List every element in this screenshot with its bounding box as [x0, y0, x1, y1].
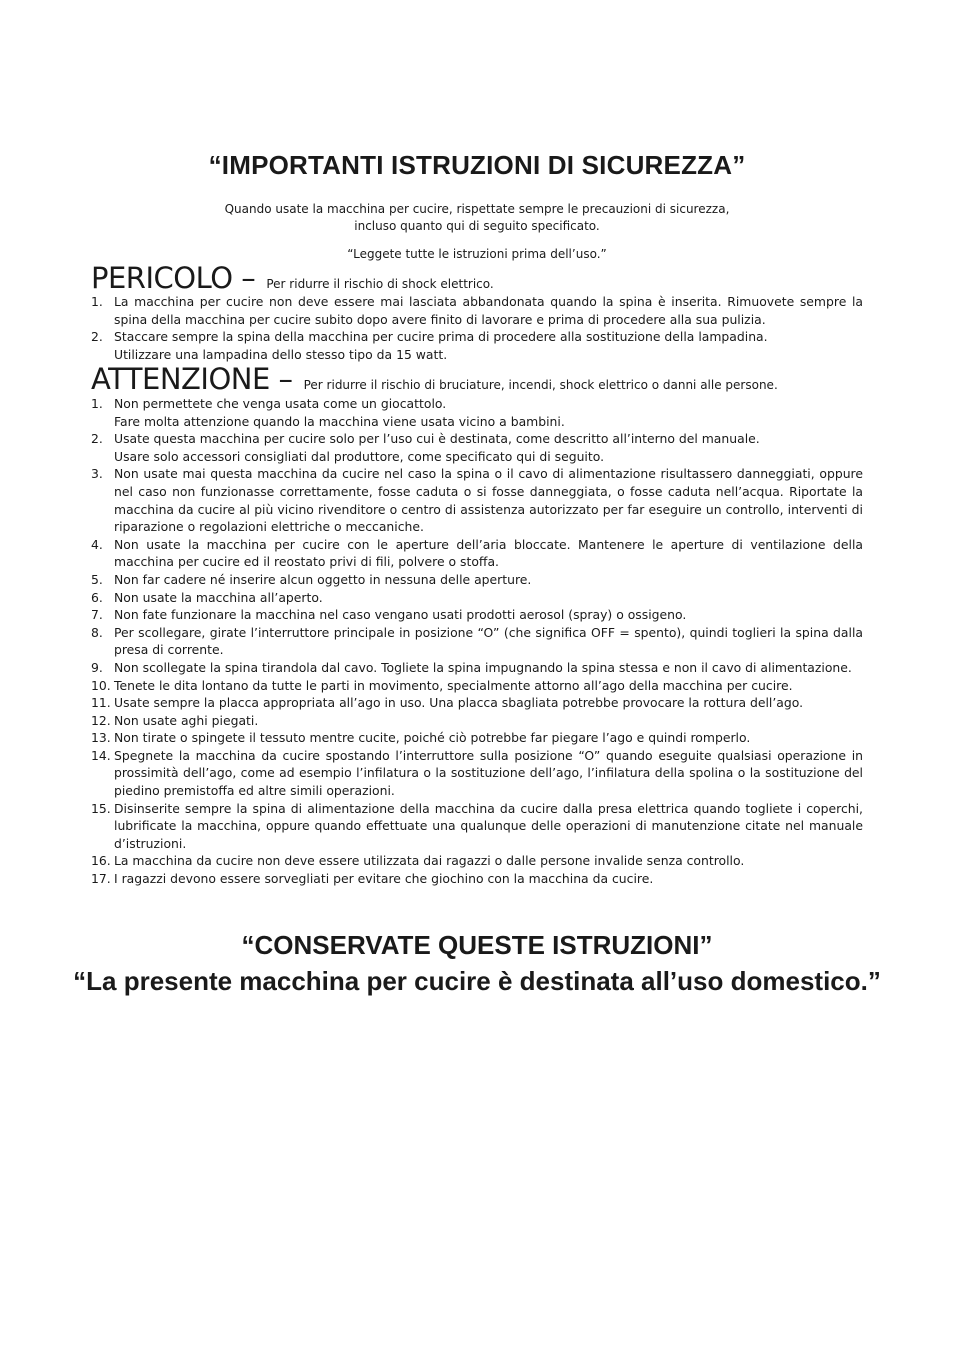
list-item [91, 694, 863, 712]
list-item [91, 624, 863, 659]
item-text: Tenete le dita lontano da tutte le parti in movimento, specialmente attorno all’ago della macchina per cucire. [114, 677, 793, 693]
list-item [91, 747, 863, 800]
item-number: 13. [91, 730, 111, 746]
list-item [91, 430, 863, 465]
item-text: La macchina per cucire non deve essere mai lasciata abbandonata quando la spina è inserita. Rimuovete sempre la spina della macchina per cucire subito dopo avere finito di lavorare e prima di procedere alla sua pulizia. [114, 294, 863, 327]
item-number: 10. [91, 677, 111, 693]
list-item [91, 729, 863, 747]
attenzione-subtitle: Per ridurre il rischio di bruciature, incendi, shock elettrico o danni alle persone. [303, 378, 778, 392]
item-text: Non usate la macchina per cucire con le aperture dell’aria bloccate. Mantenere le aperture di ventilazione della macchina per cucire ed il reostato privi di fili, polvere o stoffa. [114, 536, 863, 570]
item-number: 11. [91, 695, 111, 711]
item-text: La macchina da cucire non deve essere utilizzata dai ragazzi o dalle persone invalide senza controllo. [114, 853, 745, 869]
list-item [91, 328, 863, 363]
item-text: I ragazzi devono essere sorvegliati per evitare che giochino con la macchina da cucire. [114, 871, 654, 887]
item-text: Disinserite sempre la spina di alimentazione della macchina da cucire dalla presa elettrica quando togliete i coperchi, lubrificate la macchina, oppure quando effettuate una qualunque delle operazioni di manutenzione citate nel manuale d’istruzioni. [114, 800, 863, 851]
item-text: Staccare sempre la spina della macchina per cucire prima di procedere alla sostituzione della lampadina. [114, 329, 768, 345]
item-text: Non tirate o spingete il tessuto mentre cucite, poiché ciò potrebbe far piegare l’ago e quindi romperlo. [114, 730, 751, 746]
item-number: 4. [91, 536, 103, 552]
list-item [91, 800, 863, 853]
pericolo-list [91, 293, 863, 363]
list-item [91, 589, 863, 607]
item-text: Non usate la macchina all’aperto. [114, 589, 323, 605]
item-text: Non far cadere né inserire alcun oggetto in nessuna delle aperture. [114, 571, 532, 587]
list-item [91, 870, 863, 888]
footer-subtitle: “La presente macchina per cucire è destinata all’uso domestico.” [73, 966, 881, 996]
read-all-note: “Leggete tutte le istruzioni prima dell’uso.” [347, 247, 607, 261]
item-number: 1. [91, 294, 103, 309]
item-text: Non scollegate la spina tirandola dal cavo. Togliete la spina impugnando la spina stessa e non il cavo di alimentazione. [114, 659, 852, 675]
list-item [91, 852, 863, 870]
item-number: 15. [91, 800, 111, 816]
item-number: 12. [91, 712, 111, 728]
item-number: 16. [91, 853, 111, 869]
list-item [91, 659, 863, 677]
pericolo-title: PERICOLO – [91, 261, 256, 295]
item-number: 2. [91, 329, 103, 345]
item-number: 2. [91, 431, 103, 447]
item-text-extra: Fare molta attenzione quando la macchina viene usata vicino a bambini. [114, 413, 565, 429]
attenzione-heading [91, 362, 778, 396]
list-item [91, 293, 863, 328]
footer-title: “CONSERVATE QUESTE ISTRUZIONI” [241, 930, 713, 960]
attenzione-list [91, 395, 863, 888]
list-item [91, 395, 863, 430]
item-text-extra: Usare solo accessori consigliati dal produttore, come specificato qui di seguito. [114, 448, 605, 464]
list-item [91, 606, 863, 624]
list-item [91, 465, 863, 535]
item-number: 14. [91, 747, 111, 763]
item-text: Non fate funzionare la macchina nel caso vengano usati prodotti aerosol (spray) o ossigeno. [114, 607, 687, 623]
pericolo-subtitle: Per ridurre il rischio di shock elettrico. [266, 277, 494, 291]
item-text-extra: Utilizzare una lampadina dello stesso tipo da 15 watt. [114, 346, 448, 362]
list-item [91, 712, 863, 730]
intro-line-1: Quando usate la macchina per cucire, rispettate sempre le precauzioni di sicurezza, [224, 202, 730, 216]
page-title: “IMPORTANTI ISTRUZIONI DI SICUREZZA” [208, 150, 746, 180]
item-text: Usate sempre la placca appropriata all’ago in uso. Una placca sbagliata potrebbe provocare la rottura dell’ago. [114, 695, 804, 711]
item-text: Spegnete la macchina da cucire spostando l’interruttore sulla posizione “O” quando eseguite qualsiasi operazione in prossimità dell’ago, come ad esempio l’infilatura o la sostituzione dell’ago, l’infilatura della spolina o la sostituzione del piedino premistoffa ed altre simili operazioni. [114, 747, 863, 799]
item-text: Non usate aghi piegati. [114, 712, 259, 728]
item-text: Usate questa macchina per cucire solo per l’uso cui è destinata, come descritto all’interno del manuale. [114, 431, 760, 447]
item-text: Non usate mai questa macchina da cucire nel caso la spina o il cavo di alimentazione risultassero danneggiati, oppure nel caso non funzionasse correttamente, fosse caduta o si fosse danneggiata, o fosse caduta nell’acqua. Riportate la macchina da cucire al più vicino rivenditore o centro di assistenza autorizzato per far eseguire un controllo, interventi di riparazione o regolazioni elettriche o meccaniche. [114, 466, 863, 535]
list-item [91, 677, 863, 695]
item-text: Per scollegare, girate l’interruttore principale in posizione “O” (che significa OFF = spento), quindi toglieri la spina dalla presa di corrente. [114, 624, 863, 658]
list-item [91, 571, 863, 589]
item-number: 7. [91, 607, 103, 623]
attenzione-title: ATTENZIONE – [91, 362, 293, 396]
pericolo-heading [91, 261, 494, 295]
list-item [91, 536, 863, 571]
item-number: 9. [91, 659, 103, 675]
intro-line-2: incluso quanto qui di seguito specificato. [354, 219, 600, 233]
item-number: 8. [91, 624, 103, 640]
item-number: 17. [91, 871, 111, 887]
intro-text [0, 201, 954, 235]
item-number: 1. [91, 396, 103, 411]
item-number: 5. [91, 571, 103, 587]
item-text: Non permettete che venga usata come un giocattolo. [114, 396, 447, 411]
item-number: 6. [91, 589, 103, 605]
item-number: 3. [91, 466, 103, 482]
